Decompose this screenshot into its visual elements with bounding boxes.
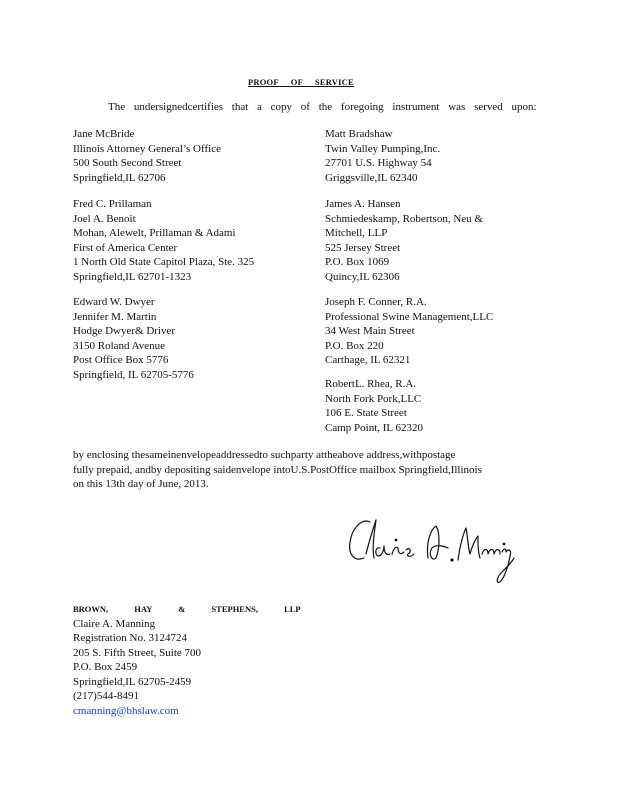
recipient-organization: Illinois Attorney General’s Office: [73, 142, 221, 155]
recipient-organization: North Fork Pork,LLC: [325, 392, 422, 405]
recipient-street: 3150 Roland Avenue: [73, 339, 166, 352]
signatory-block: [73, 602, 301, 718]
firm-name: BROWN, HAY & STEPHENS, LLP: [73, 604, 301, 614]
closing-line: on this 13th day of June, 2013.: [73, 478, 209, 490]
attorney-name: Claire A. Manning: [73, 617, 156, 630]
recipient-name: Fred C. Prillaman: [73, 198, 152, 210]
recipient-block: [325, 127, 440, 185]
recipient-block: [325, 295, 493, 368]
recipient-name: Jane McBride: [73, 128, 135, 140]
recipient-po-box: P.O. Box 1069: [325, 256, 390, 268]
firm-phone: (217)544-8491: [73, 690, 139, 702]
recipient-block: [325, 377, 423, 435]
recipient-city: Camp Point, IL 62320: [325, 421, 423, 434]
recipient-block: [73, 127, 221, 185]
recipient-city: Griggsville,IL 62340: [325, 171, 418, 184]
recipient-name: Matt Bradshaw: [325, 128, 393, 140]
recipient-street: 525 Jersey Street: [325, 241, 401, 254]
recipient-city: Springfield,IL 62701-1323: [73, 270, 192, 283]
recipient-city: Carthage, IL 62321: [325, 354, 411, 366]
recipient-city: Springfield,IL 62706: [73, 171, 166, 184]
recipient-street: 106 E. State Street: [325, 407, 407, 419]
recipient-block: [73, 197, 254, 284]
recipient-organization: Mitchell, LLP: [325, 227, 388, 239]
recipient-organization: Schmiedeskamp, Robertson, Neu &: [325, 212, 483, 225]
recipient-name: Jennifer M. Martin: [73, 310, 157, 323]
recipient-city: Springfield, IL 62705-5776: [73, 368, 194, 381]
recipient-name: Edward W. Dwyer: [73, 296, 155, 308]
recipient-street: 1 North Old State Capitol Plaza, Ste. 325: [73, 256, 255, 268]
recipient-street: 27701 U.S. Highway 54: [325, 157, 432, 169]
recipient-block: [73, 295, 194, 382]
firm-po-box: P.O. Box 2459: [73, 661, 138, 673]
recipient-city: Quincy,IL 62306: [325, 270, 400, 283]
closing-line: fully prepaid, andby depositing saidenvelope intoU.S.PostOffice mailbox Springfield,Illinois: [73, 463, 482, 476]
closing-statement: [73, 448, 482, 492]
recipient-po-box: P.O. Box 220: [325, 339, 384, 352]
recipient-organization: Professional Swine Management,LLC: [325, 310, 494, 323]
recipient-name: RobertL. Rhea, R.A.: [325, 378, 417, 390]
recipient-organization: Twin Valley Pumping,Inc.: [325, 142, 441, 155]
recipient-po-box: Post Office Box 5776: [73, 354, 169, 366]
recipient-organization: Mohan, Alewelt, Prillaman & Adami: [73, 227, 236, 239]
recipient-name: Joel A. Benoit: [73, 212, 136, 225]
firm-city: Springfield,IL 62705-2459: [73, 675, 192, 688]
firm-street: 205 S. Fifth Street, Suite 700: [73, 646, 202, 659]
document-title: PROOF OF SERVICE: [248, 77, 354, 87]
recipient-block: [325, 197, 483, 284]
recipient-street: 34 West Main Street: [325, 325, 415, 337]
recipient-name: James A. Hansen: [325, 198, 401, 210]
recipient-building: First of America Center: [73, 241, 178, 254]
recipient-name: Joseph F. Conner, R.A.: [325, 296, 427, 308]
handwritten-signature: [340, 508, 520, 598]
recipient-organization: Hodge Dwyer& Driver: [73, 325, 176, 337]
intro-statement: The undersignedcertifies that a copy of the foregoing instrument was served upon:: [108, 101, 537, 113]
closing-line: by enclosing thesameinenvelopeaddressedto suchparty attheabove address,withpostage: [73, 449, 456, 461]
recipient-street: 500 South Second Street: [73, 157, 182, 169]
registration-number: Registration No. 3124724: [73, 632, 187, 644]
email-link[interactable]: cmanning@bhslaw.com: [73, 704, 179, 717]
